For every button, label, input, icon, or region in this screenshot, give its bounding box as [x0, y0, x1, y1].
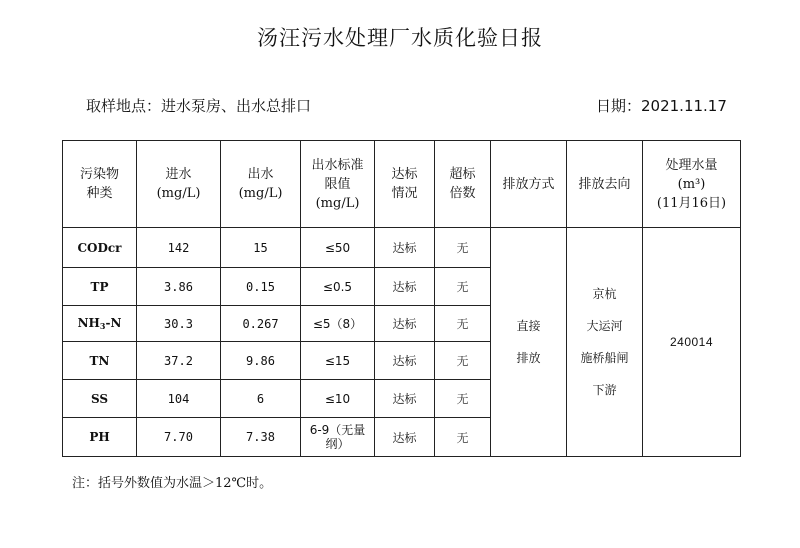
header-text: 超标 倍数	[449, 167, 476, 201]
header-text: 污染物 种类	[79, 167, 119, 201]
pollutant-name-tail: -N	[105, 316, 122, 330]
header-treated-volume	[643, 141, 741, 228]
outflow-value: 7.38	[221, 418, 301, 457]
header-text: 排放去向	[578, 176, 631, 192]
outflow-value: 0.267	[221, 306, 301, 342]
report-title: 汤汪污水处理厂水质化验日报	[257, 26, 543, 50]
header-discharge-method	[491, 141, 567, 228]
pollutant-name: SS	[63, 380, 137, 418]
inflow-value: 7.70	[137, 418, 221, 457]
header-exceed-multiple	[435, 141, 491, 228]
header-discharge-destination	[567, 141, 643, 228]
exceed-multiple: 无	[435, 342, 491, 380]
footnote: 注：括号外数值为水温＞12℃时。	[72, 476, 273, 491]
treated-volume: 240014	[643, 228, 741, 457]
header-inflow	[137, 141, 221, 228]
header-standard-limit	[301, 141, 375, 228]
compliance-status: 达标	[375, 418, 435, 457]
compliance-status: 达标	[375, 342, 435, 380]
outflow-value: 0.15	[221, 268, 301, 306]
standard-limit-value: ≤10	[301, 380, 375, 418]
table-header-row	[63, 141, 741, 228]
water-quality-table	[62, 140, 741, 457]
compliance-status: 达标	[375, 228, 435, 268]
sampling-location: 取样地点：进水泵房、出水总排口	[86, 97, 312, 115]
standard-limit-value: ≤50	[301, 228, 375, 268]
exceed-multiple: 无	[435, 380, 491, 418]
header-text: 排放方式	[502, 176, 555, 192]
pollutant-name-main: NH	[77, 316, 100, 330]
exceed-multiple: 无	[435, 228, 491, 268]
compliance-status: 达标	[375, 268, 435, 306]
outflow-value: 15	[221, 228, 301, 268]
standard-limit-value: ≤5（8）	[301, 306, 375, 342]
pollutant-name: CODcr	[63, 228, 137, 268]
table-row	[63, 228, 741, 268]
pollutant-name-subscript: 3	[99, 321, 106, 331]
header-text: 出水标准 限值 (mg/L)	[311, 157, 364, 211]
header-text: 处理水量 (m³) (11月16日)	[656, 157, 727, 211]
standard-limit-value: ≤15	[301, 342, 375, 380]
header-text: 出水 (mg/L)	[238, 167, 283, 201]
header-pollutant-type	[63, 141, 137, 228]
discharge-method: 直接 排放	[491, 228, 567, 457]
report-date: 日期：2021.11.17	[596, 97, 727, 115]
standard-limit-value: ≤0.5	[301, 268, 375, 306]
inflow-value: 30.3	[137, 306, 221, 342]
outflow-value: 9.86	[221, 342, 301, 380]
standard-limit-value: 6-9（无量纲）	[301, 418, 375, 457]
discharge-destination: 京杭 大运河 施桥船闸 下游	[567, 228, 643, 457]
header-text: 进水 (mg/L)	[156, 167, 201, 201]
pollutant-name: TP	[63, 268, 137, 306]
inflow-value: 3.86	[137, 268, 221, 306]
inflow-value: 37.2	[137, 342, 221, 380]
inflow-value: 104	[137, 380, 221, 418]
pollutant-name: TN	[63, 342, 137, 380]
exceed-multiple: 无	[435, 268, 491, 306]
exceed-multiple: 无	[435, 418, 491, 457]
inflow-value: 142	[137, 228, 221, 268]
pollutant-name	[63, 306, 137, 342]
pollutant-name: PH	[63, 418, 137, 457]
outflow-value: 6	[221, 380, 301, 418]
exceed-multiple: 无	[435, 306, 491, 342]
header-compliance	[375, 141, 435, 228]
compliance-status: 达标	[375, 380, 435, 418]
compliance-status: 达标	[375, 306, 435, 342]
header-text: 达标 情况	[391, 167, 418, 201]
header-outflow	[221, 141, 301, 228]
